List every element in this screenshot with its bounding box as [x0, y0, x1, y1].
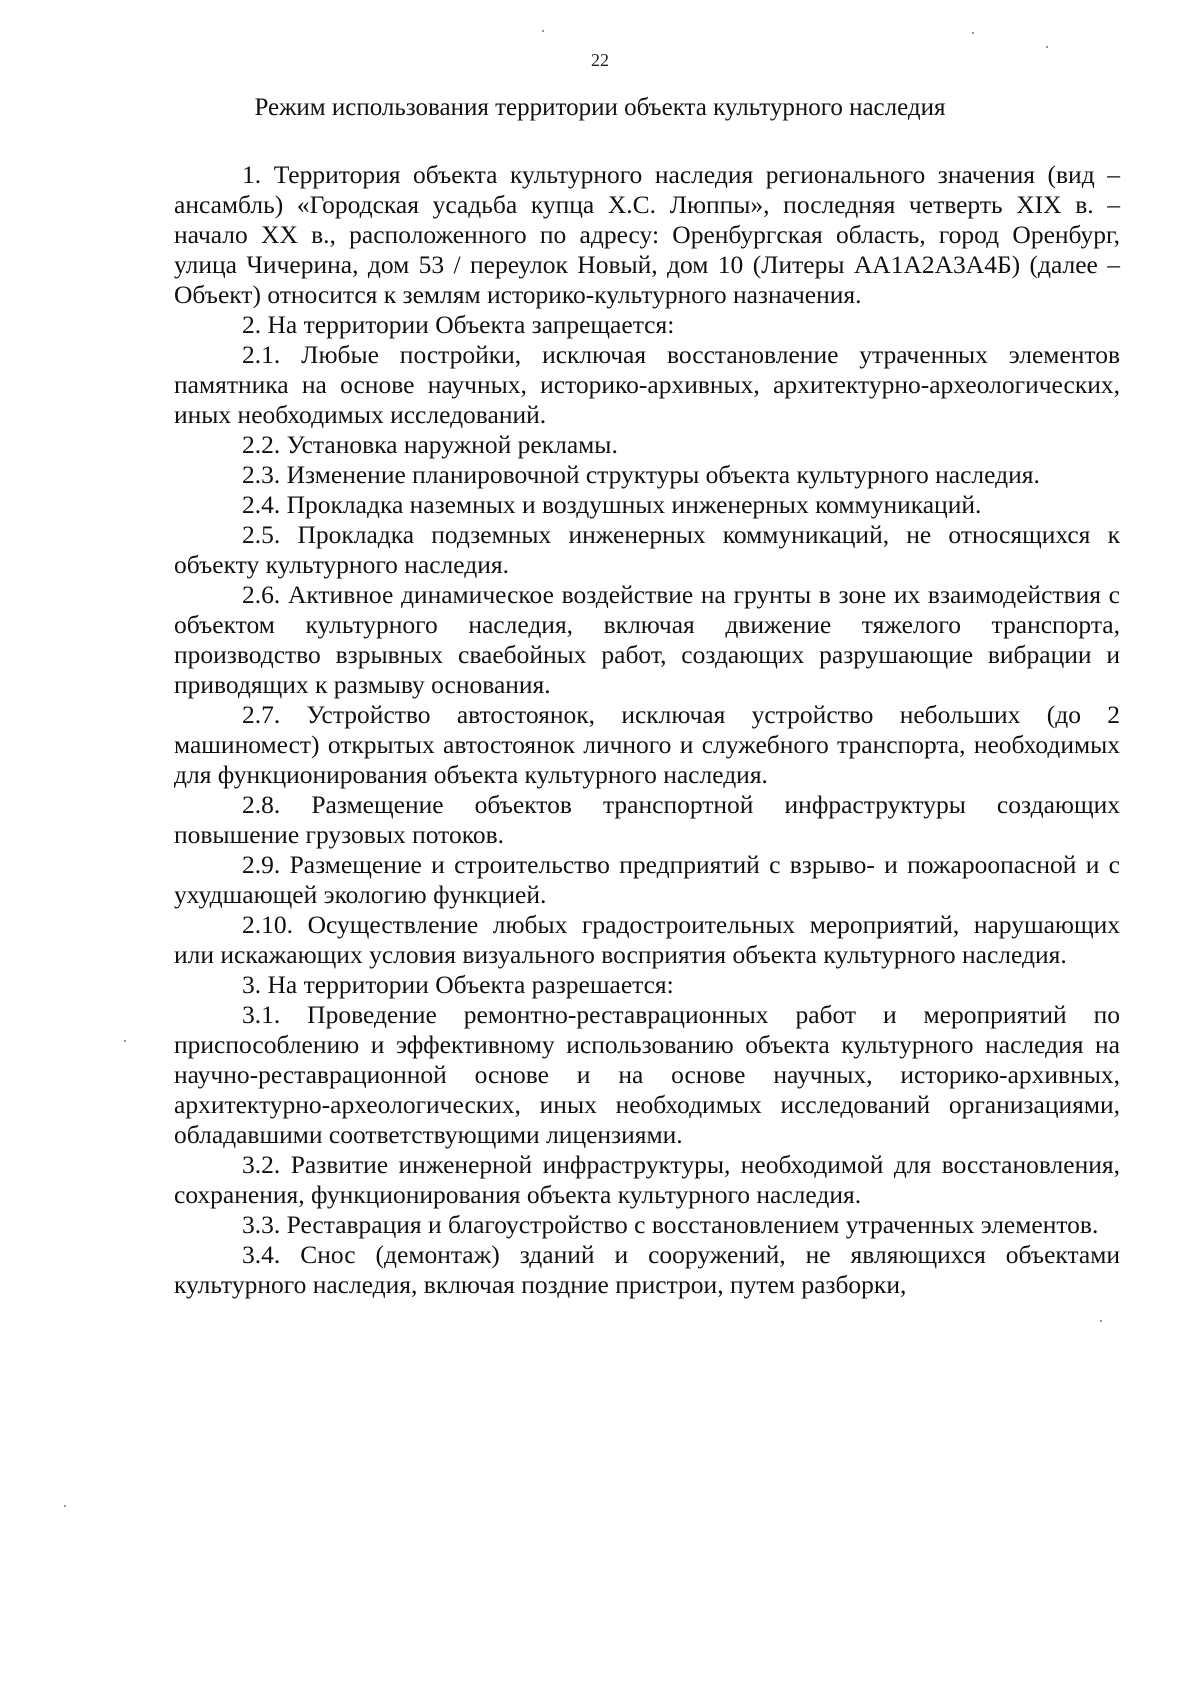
paragraph-3: 3. На территории Объекта разрешается:: [242, 970, 674, 999]
paragraph-2-7: 2.7. Устройство автостоянок, исключая устройство небольших (до 2 машиномест) открытых автостоянок личного и служебного транспорта, необходимых для функционирования объекта культурного наследия.: [174, 700, 1120, 789]
paragraph-2-5: 2.5. Прокладка подземных инженерных коммуникаций, не относящихся к объекту культурного наследия.: [174, 520, 1120, 579]
paragraph-3-4: 3.4. Снос (демонтаж) зданий и сооружений, не являющихся объектами культурного наследия, включая поздние пристрои, путем разборки,: [174, 1240, 1120, 1299]
paragraph-3-2: 3.2. Развитие инженерной инфраструктуры, необходимой для восстановления, сохранения, функционирования объекта культурного наследия.: [174, 1150, 1120, 1209]
paragraph-2-8: 2.8. Размещение объектов транспортной инфраструктуры создающих повышение грузовых потоков.: [174, 790, 1120, 849]
paragraph-2-10: 2.10. Осуществление любых градостроительных мероприятий, нарушающих или искажающих условия визуального восприятия объекта культурного наследия.: [174, 910, 1120, 969]
document-body: [174, 160, 1120, 1300]
paragraph-2-1: 2.1. Любые постройки, исключая восстановление утраченных элементов памятника на основе научных, историко-архивных, архитектурно-археологических, иных необходимых исследований.: [174, 340, 1120, 429]
scan-speck: [542, 30, 544, 32]
scan-speck: [64, 1505, 66, 1507]
paragraph-2-3: 2.3. Изменение планировочной структуры объекта культурного наследия.: [242, 460, 1040, 489]
paragraph-3-1: 3.1. Проведение ремонтно-реставрационных работ и мероприятий по приспособлению и эффективному использованию объекта культурного наследия на научно-реставрационной основе и на основе научных, историко-архивных, архитектурно-археологических, иных необходимых исследований организациями, обладавшими соответствующими лицензиями.: [174, 1000, 1120, 1149]
page-number: 22: [591, 50, 609, 70]
paragraph-1: 1. Территория объекта культурного наследия регионального значения (вид – ансамбль) «Городская усадьба купца Х.С. Люппы», последняя четверть XIX в. – начало XX в., расположенного по адресу: Оренбургская область, город Оренбург, улица Чичерина, дом 53 / переулок Новый, дом 10 (Литеры АА1А2А3А4Б) (далее – Объект) относится к землям историко-культурного назначения.: [174, 160, 1120, 309]
paragraph-3-3: 3.3. Реставрация и благоустройство с восстановлением утраченных элементов.: [242, 1210, 1099, 1239]
document-title: Режим использования территории объекта культурного наследия: [254, 94, 946, 121]
paragraph-2-4: 2.4. Прокладка наземных и воздушных инженерных коммуникаций.: [242, 490, 982, 519]
scan-speck: [1100, 1320, 1102, 1322]
scan-speck: [972, 32, 974, 34]
paragraph-2-6: 2.6. Активное динамическое воздействие на грунты в зоне их взаимодействия с объектом культурного наследия, включая движение тяжелого транспорта, производство взрывных сваебойных работ, создающих разрушающие вибрации и приводящих к размыву основания.: [174, 580, 1120, 699]
paragraph-2: 2. На территории Объекта запрещается:: [242, 310, 675, 339]
scan-speck: [124, 1040, 126, 1042]
paragraph-2-2: 2.2. Установка наружной рекламы.: [242, 430, 618, 459]
paragraph-2-9: 2.9. Размещение и строительство предприятий с взрыво- и пожароопасной и с ухудшающей экологию функцией.: [174, 850, 1120, 909]
